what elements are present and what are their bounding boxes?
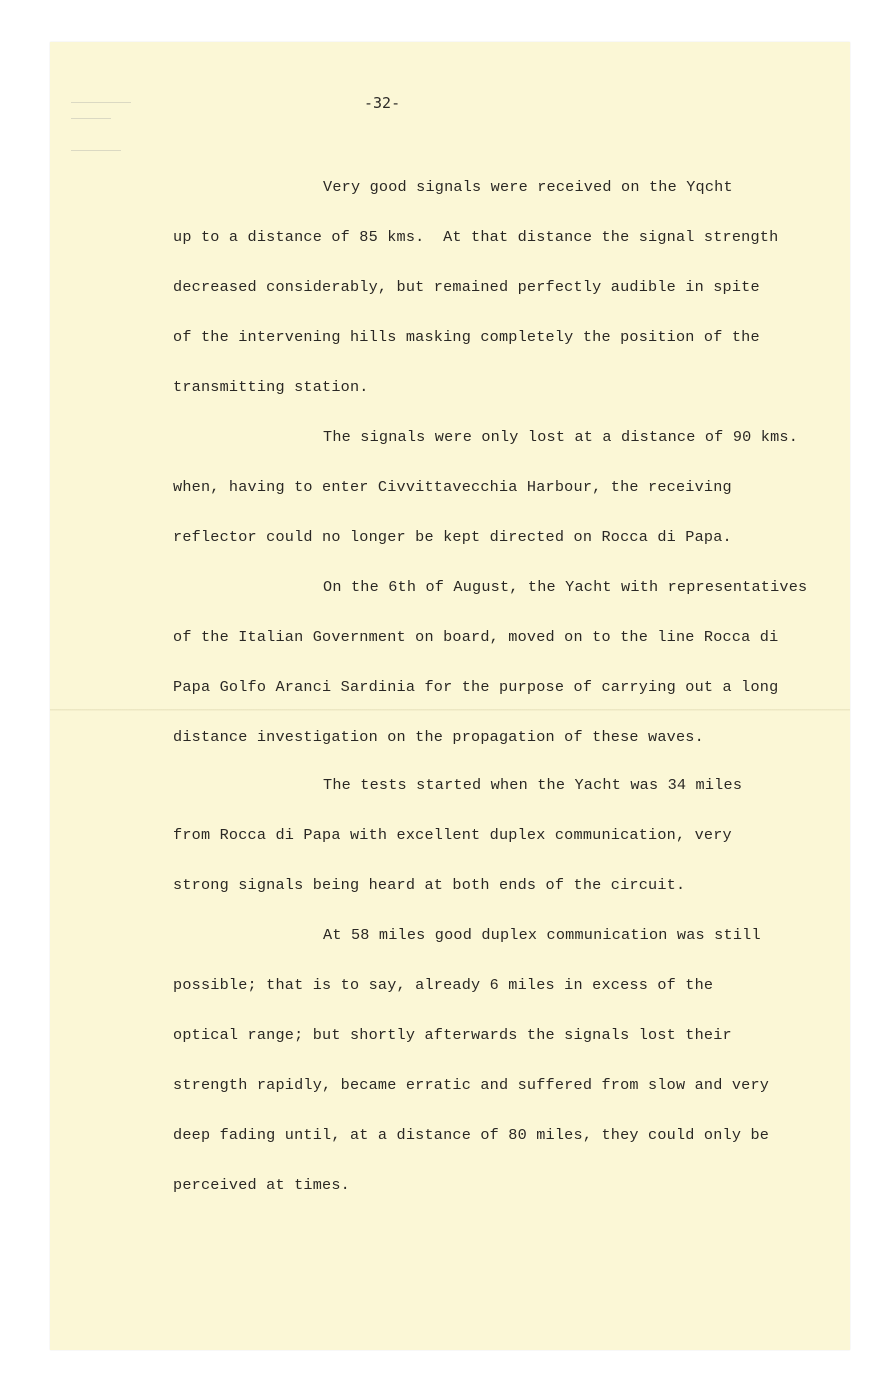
text-line: optical range; but shortly afterwards the signals lost their: [173, 1026, 732, 1044]
text-line: decreased considerably, but remained perfectly audible in spite: [173, 278, 760, 296]
text-line: deep fading until, at a distance of 80 miles, they could only be: [173, 1126, 770, 1144]
paragraph: [173, 162, 853, 412]
text-line: strong signals being heard at both ends of the circuit.: [173, 876, 686, 894]
paragraph: [173, 412, 853, 562]
paragraph: [173, 760, 853, 910]
text-line: of the Italian Government on board, moved on to the line Rocca di: [173, 628, 779, 646]
margin-mark: [71, 118, 111, 119]
text-line: from Rocca di Papa with excellent duplex communication, very: [173, 826, 732, 844]
paragraph: [173, 910, 853, 1210]
text-line: transmitting station.: [173, 378, 369, 396]
text-line: Papa Golfo Aranci Sardinia for the purpose of carrying out a long: [173, 678, 779, 696]
text-line: distance investigation on the propagation of these waves.: [173, 728, 704, 746]
text-line: possible; that is to say, already 6 miles in excess of the: [173, 976, 714, 994]
text-line: Very good signals were received on the Yqcht: [323, 178, 733, 196]
text-line: of the intervening hills masking completely the position of the: [173, 328, 760, 346]
page-number: -32-: [364, 94, 401, 112]
margin-mark: [71, 150, 121, 151]
text-line: strength rapidly, became erratic and suffered from slow and very: [173, 1076, 770, 1094]
text-line: The signals were only lost at a distance of 90 kms.: [323, 428, 799, 446]
margin-mark: [71, 102, 131, 103]
text-line: The tests started when the Yacht was 34 miles: [323, 776, 743, 794]
text-line: when, having to enter Civvittavecchia Harbour, the receiving: [173, 478, 732, 496]
text-line: perceived at times.: [173, 1176, 350, 1194]
paragraph: [173, 562, 853, 762]
text-line: reflector could no longer be kept directed on Rocca di Papa.: [173, 528, 732, 546]
text-line: At 58 miles good duplex communication was still: [323, 926, 761, 944]
text-line: On the 6th of August, the Yacht with representatives: [323, 578, 808, 596]
text-line: up to a distance of 85 kms. At that distance the signal strength: [173, 228, 779, 246]
